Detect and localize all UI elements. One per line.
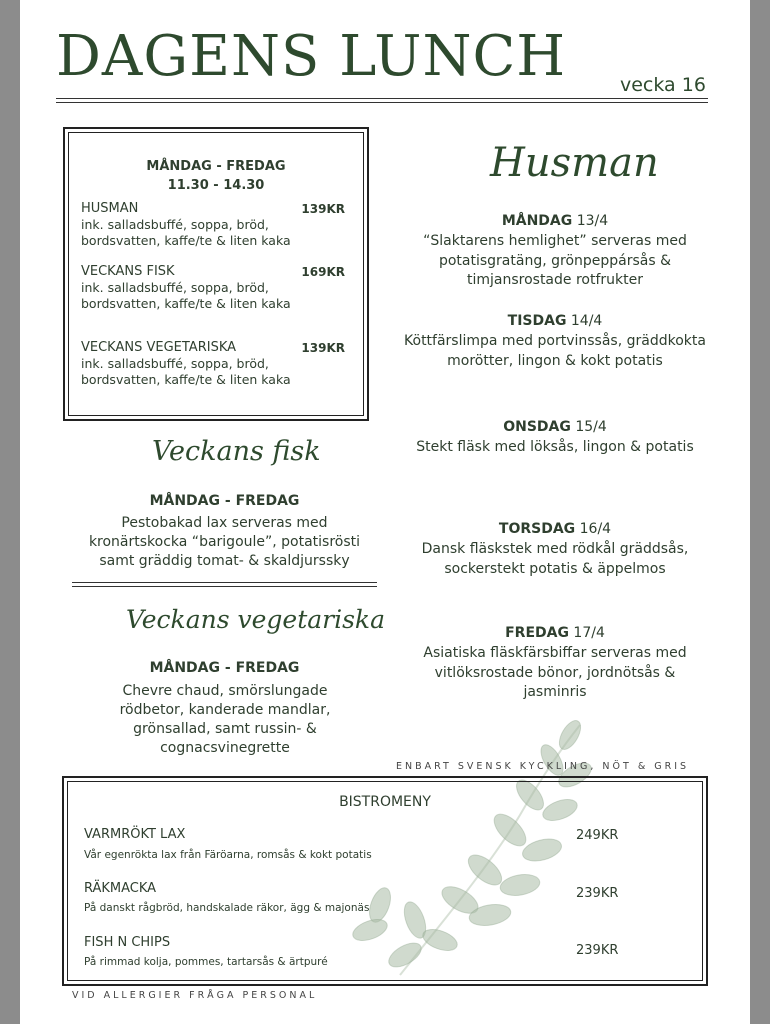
bistro-title: BISTROMENY xyxy=(339,794,431,810)
fish-dish-text: Pestobakad lax serveras med kronärtskocka “barigoule”, potatisrösti samt gräddig tomat- & skaldjursskу xyxy=(88,515,361,569)
day-date: 14/4 xyxy=(570,313,603,329)
bistro-item-price: 239KR xyxy=(576,943,619,958)
price-info-box xyxy=(63,127,369,421)
day-name: TORSDAG xyxy=(498,521,576,537)
info-item-desc: ink. salladsbuffé, soppa, bröd, bordsvatten, kaffe/te & liten kaka xyxy=(81,280,291,311)
fish-days: MÅNDAG - FREDAG xyxy=(149,493,300,509)
menu-page xyxy=(20,0,750,1024)
info-item-desc: ink. salladsbuffé, soppa, bröd, bordsvatten, kaffe/te & liten kaka xyxy=(81,356,291,387)
husman-day-friday xyxy=(395,625,715,703)
info-item-price: 139KR xyxy=(301,341,345,355)
day-date: 13/4 xyxy=(576,213,609,229)
day-dish-text: Asiatiska fläskfärsbiffar serveras med vitlöksrostade bönor, jordnötsås & jasminris xyxy=(423,645,687,700)
day-dish-text: Stekt fläsk med löksås, lingon & potatis xyxy=(416,439,694,455)
bistro-item-name: VARMRÖKT LAX xyxy=(84,827,186,842)
bistro-item-desc: På rimmad kolja, pommes, tartarsås & ärtpuré xyxy=(84,956,328,968)
bistro-item-desc: Vår egenrökta lax från Färöarna, romsås & kokt potatis xyxy=(84,849,372,861)
veg-days: MÅNDAG - FREDAG xyxy=(149,660,300,676)
fish-section-title: Veckans fisk xyxy=(152,436,321,467)
husman-day-wednesday xyxy=(395,419,715,458)
day-name: TISDAG xyxy=(507,313,567,329)
day-date: 15/4 xyxy=(575,419,607,435)
page-title: DAGENS LUNCH xyxy=(56,24,567,89)
section-divider xyxy=(72,582,377,583)
husman-section-title: Husman xyxy=(490,140,659,186)
day-date: 17/4 xyxy=(573,625,605,641)
info-item-husman xyxy=(81,201,345,249)
section-divider-second xyxy=(72,586,377,587)
info-item-price: 169KR xyxy=(301,265,345,279)
bistro-item-name: RÄKMACKA xyxy=(84,881,157,896)
veg-dish-text: Chevre chaud, smörslungade rödbetor, kanderade mandlar, grönsallad, samt russin- & cognacsvinegrette xyxy=(119,683,331,756)
origin-note: ENBART SVENSK KYCKLING, NÖT & GRIS xyxy=(396,761,690,772)
info-item-vegetarian xyxy=(81,340,345,388)
info-item-desc: ink. salladsbuffé, soppa, bröd, bordsvatten, kaffe/te & liten kaka xyxy=(81,217,291,248)
day-name: ONSDAG xyxy=(503,419,571,435)
week-label: vecka 16 xyxy=(620,74,706,96)
day-name: MÅNDAG xyxy=(501,213,573,229)
info-item-name: VECKANS FISK xyxy=(81,264,175,279)
info-item-price: 139KR xyxy=(301,202,345,216)
info-item-fish xyxy=(81,264,345,312)
day-dish-text: “Slaktarens hemlighet” serveras med potatisgratäng, grönpeppársås & timjansrostade rotfrukter xyxy=(423,233,687,288)
bistro-item-name: FISH N CHIPS xyxy=(84,935,171,950)
info-item-name: VECKANS VEGETARISKA xyxy=(81,340,237,355)
info-item-name: HUSMAN xyxy=(81,201,139,216)
header-divider xyxy=(56,98,708,99)
info-hours: 11.30 - 14.30 xyxy=(167,178,265,193)
veg-section-title: Veckans vegetariska xyxy=(126,605,385,634)
header-divider-second xyxy=(56,102,708,103)
allergy-note: VID ALLERGIER FRÅGA PERSONAL xyxy=(72,990,318,1001)
husman-day-tuesday xyxy=(395,313,715,371)
day-name: FREDAG xyxy=(505,625,569,641)
husman-day-thursday xyxy=(395,521,715,579)
day-dish-text: Dansk fläskstek med rödkål gräddsås, sockerstekt potatis & äppelmos xyxy=(421,541,689,577)
day-date: 16/4 xyxy=(579,521,612,537)
bistro-item-price: 249KR xyxy=(576,828,619,843)
bistro-item-price: 239KR xyxy=(576,886,619,901)
bistro-item-desc: På danskt rågbröd, handskalade räkor, ägg & majonäs xyxy=(84,902,370,914)
day-dish-text: Köttfärslimpa med portvinssås, gräddkokta morötter, lingon & kokt potatis xyxy=(404,333,706,369)
bistro-menu-box xyxy=(62,776,708,986)
info-days: MÅNDAG - FREDAG xyxy=(146,159,286,174)
husman-day-monday xyxy=(395,213,715,291)
